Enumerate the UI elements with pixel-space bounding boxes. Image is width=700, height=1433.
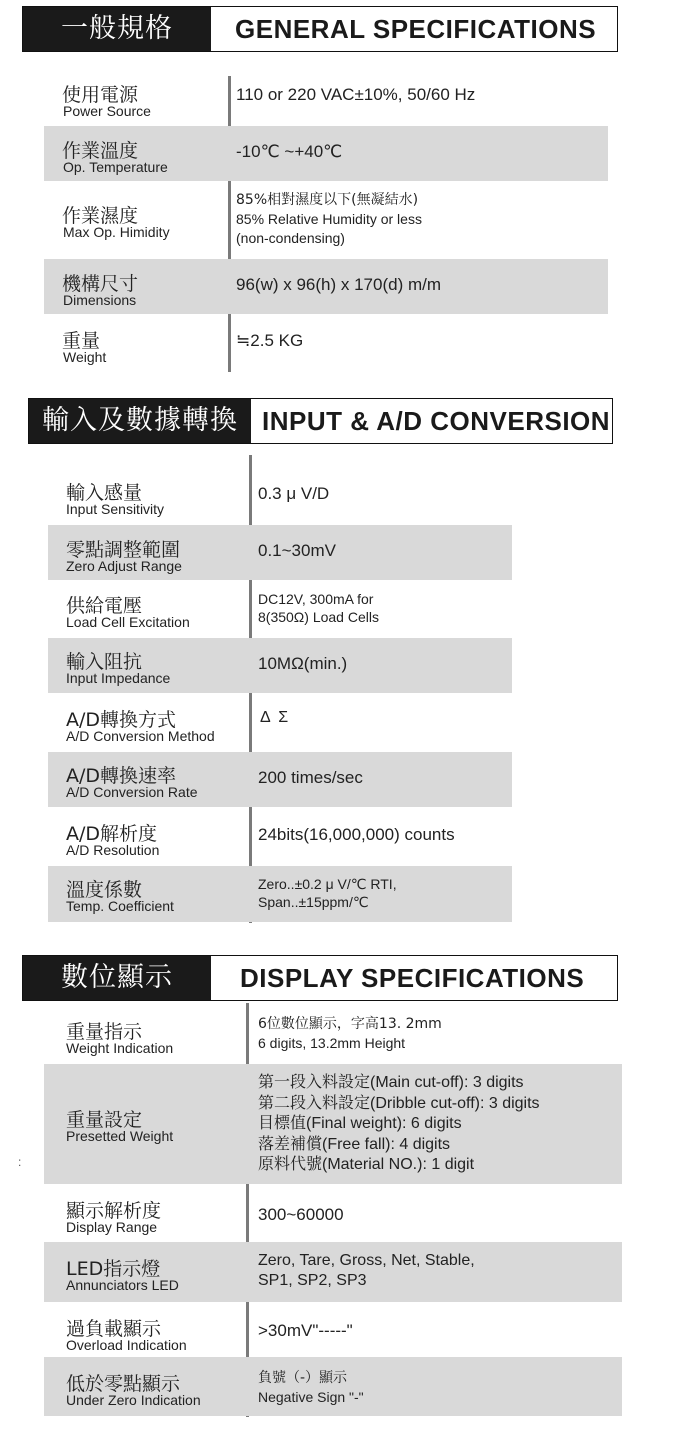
spec-value-line: 85% Relative Humidity or less xyxy=(236,211,422,227)
spec-label-zh: LED指示燈 xyxy=(66,1258,161,1280)
spec-label-en: Weight Indication xyxy=(66,1040,174,1056)
spec-value: 300~60000 xyxy=(258,1205,344,1224)
spec-label-zh: 作業濕度 xyxy=(62,205,139,227)
spec-row-input-sensitivity xyxy=(48,468,512,525)
spec-value xyxy=(258,590,379,626)
spec-row-op-humidity xyxy=(44,181,608,259)
spec-row-load-cell-excitation xyxy=(48,580,512,638)
spec-label-zh: A/D轉換方式 xyxy=(66,709,177,731)
spec-row-input-impedance xyxy=(48,638,512,693)
spec-value: >30mV"-----" xyxy=(258,1321,353,1340)
spec-value-line: Span..±15ppm/℃ xyxy=(258,894,369,910)
spec-row-op-temperature xyxy=(44,126,608,181)
spec-label-zh: 重量 xyxy=(62,330,101,352)
spec-row-presetted-weight xyxy=(44,1064,622,1184)
spec-value: Δ Σ xyxy=(260,709,291,726)
spec-value: 200 times/sec xyxy=(258,768,363,787)
spec-value-line: 落差補償(Free fall): 4 digits xyxy=(258,1135,451,1153)
spec-label-en: A/D Conversion Rate xyxy=(66,784,198,800)
spec-value: 96(w) x 96(h) x 170(d) m/m xyxy=(236,275,441,294)
spec-value-line: DC12V, 300mA for xyxy=(258,591,374,607)
spec-row-overload-indication xyxy=(44,1302,622,1357)
spec-value-line: 8(350Ω) Load Cells xyxy=(258,609,379,625)
spec-value-line: SP1, SP2, SP3 xyxy=(258,1272,367,1289)
spec-row-zero-adjust-range xyxy=(48,525,512,580)
spec-value-line: Negative Sign "-" xyxy=(258,1389,364,1405)
spec-value-line: 目標值(Final weight): 6 digits xyxy=(258,1115,462,1133)
spec-label-en: Power Source xyxy=(63,103,151,119)
input-ad-conversion-title-zh: 輸入及數據轉換 xyxy=(29,399,251,443)
spec-label-en: Max Op. Himidity xyxy=(63,224,170,240)
spec-row-display-range xyxy=(44,1184,622,1242)
spec-value xyxy=(258,1015,442,1053)
general-specifications-header xyxy=(22,6,618,52)
spec-value-line: 第一段入料設定(Main cut-off): 3 digits xyxy=(258,1074,524,1091)
spec-row-weight-indication xyxy=(44,1005,622,1064)
spec-label-en: Weight xyxy=(63,349,107,365)
spec-value: ≒2.5 KG xyxy=(236,331,304,350)
spec-row-ad-conversion-rate xyxy=(48,752,512,807)
spec-label-zh: 使用電源 xyxy=(62,84,139,106)
spec-label-zh: 過負載顯示 xyxy=(66,1318,162,1340)
spec-row-ad-conversion-method xyxy=(48,693,512,752)
spec-row-weight xyxy=(44,314,608,370)
spec-label-zh: 零點調整範圍 xyxy=(66,539,181,561)
spec-label-zh: 作業溫度 xyxy=(62,140,139,162)
spec-row-temp-coefficient xyxy=(48,866,512,922)
spec-label-en: A/D Conversion Method xyxy=(66,728,215,744)
spec-row-power-source xyxy=(44,70,608,126)
spec-label-en: Input Sensitivity xyxy=(66,501,165,517)
spec-label-en: Zero Adjust Range xyxy=(66,558,182,574)
spec-label-zh: 機構尺寸 xyxy=(62,273,139,295)
spec-value: 0.3 μ V/D xyxy=(258,484,330,503)
spec-label-en: Load Cell Excitation xyxy=(66,614,190,630)
spec-label-zh: A/D轉換速率 xyxy=(66,765,177,787)
spec-label-en: Overload Indication xyxy=(66,1337,187,1353)
spec-value: 110 or 220 VAC±10%, 50/60 Hz xyxy=(236,85,476,104)
spec-label-zh: 低於零點顯示 xyxy=(66,1373,181,1395)
spec-label-en: Dimensions xyxy=(63,292,137,308)
spec-value xyxy=(258,1073,540,1176)
spec-value xyxy=(258,875,397,911)
spec-value: -10℃ ~+40℃ xyxy=(236,142,343,161)
spec-label-en: Op. Temperature xyxy=(63,159,168,175)
spec-value xyxy=(258,1251,475,1291)
spec-value xyxy=(258,1369,364,1407)
spec-row-annunciators-led xyxy=(44,1242,622,1302)
spec-label-zh: 輸入阻抗 xyxy=(66,651,143,673)
spec-value: 24bits(16,000,000) counts xyxy=(258,825,455,844)
input-ad-conversion-header xyxy=(28,398,613,444)
spec-value: 10MΩ(min.) xyxy=(258,654,348,673)
spec-value-line: Zero, Tare, Gross, Net, Stable, xyxy=(258,1252,475,1269)
spec-value-line: 6位數位顯示，字高13. 2mm xyxy=(258,1016,442,1032)
spec-value-line: 85%相對濕度以下(無凝結水) xyxy=(236,192,419,208)
spec-label-en: Presetted Weight xyxy=(66,1128,174,1144)
spec-label-zh: 溫度係數 xyxy=(66,879,143,901)
spec-label-zh: 重量指示 xyxy=(66,1021,143,1043)
spec-label-zh: A/D解析度 xyxy=(66,823,158,845)
spec-value xyxy=(236,191,422,248)
spec-label-en: Display Range xyxy=(66,1219,158,1235)
spec-row-under-zero-indication xyxy=(44,1357,622,1416)
spec-label-en: Annunciators LED xyxy=(66,1277,179,1293)
stray-mark: : xyxy=(18,1155,22,1169)
general-specifications-title-en: GENERAL SPECIFICATIONS xyxy=(235,14,597,44)
spec-label-en: Input Impedance xyxy=(66,670,171,686)
spec-label-en: Under Zero Indication xyxy=(66,1392,201,1408)
spec-value-line: 第二段入料設定(Dribble cut-off): 3 digits xyxy=(258,1094,540,1112)
display-specifications-title-zh: 數位顯示 xyxy=(23,956,211,1000)
spec-value-line: 6 digits, 13.2mm Height xyxy=(258,1035,406,1051)
spec-row-ad-resolution xyxy=(48,807,512,866)
spec-label-en: Temp. Coefficient xyxy=(66,898,174,914)
spec-value-line: Zero..±0.2 μ V/℃ RTI, xyxy=(258,876,397,892)
spec-value-line: 負號（-）顯示 xyxy=(258,1370,348,1386)
general-specifications-title-zh: 一般規格 xyxy=(23,7,211,51)
spec-label-zh: 供給電壓 xyxy=(66,595,143,617)
spec-value: 0.1~30mV xyxy=(258,541,336,560)
spec-label-zh: 顯示解析度 xyxy=(66,1200,162,1222)
spec-row-dimensions xyxy=(44,259,608,314)
spec-value-line: 原料代號(Material NO.): 1 digit xyxy=(258,1156,475,1174)
spec-value-line: (non-condensing) xyxy=(236,230,345,246)
display-specifications-header xyxy=(22,955,618,1001)
spec-label-zh: 輸入感量 xyxy=(66,482,143,504)
display-specifications-title-en: DISPLAY SPECIFICATIONS xyxy=(240,963,585,993)
spec-label-en: A/D Resolution xyxy=(66,842,160,858)
input-ad-conversion-title-en: INPUT & A/D CONVERSION xyxy=(262,406,611,436)
spec-label-zh: 重量設定 xyxy=(66,1109,143,1131)
